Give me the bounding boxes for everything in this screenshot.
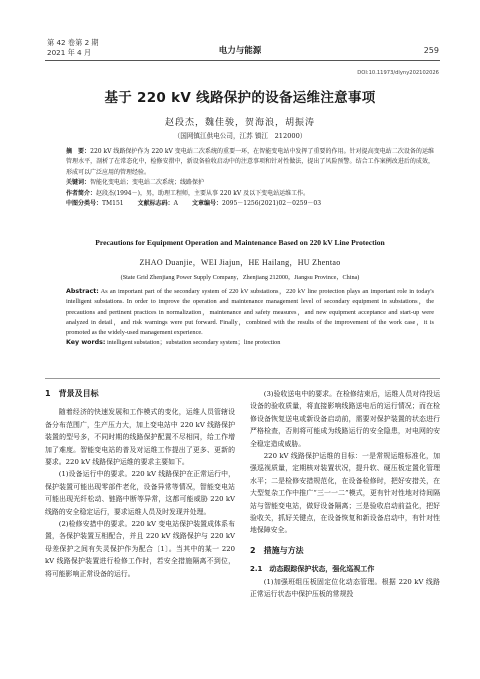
body-paragraph: (2)检修安措中的要求。220 kV 变电站保护装置成体系布置，各保护装置互相配合，并且 220 kV 线路保护与 220 kV 母差保护之间有失灵保护作为配合〔1〕。当其中的某一 220 kV 线路保护装置进行检修工作时，若安全措施隔离不到位，将可能影响正常设备的运行。 bbox=[45, 520, 235, 578]
body-paragraph: 随着经济的快速发展和工作模式的变化，运维人员管辖设备分布范围广，生产压力大，加上变电站中 220 kV 线路保护装置的型号多，不同时期的线路保护配置不尽相同，给工作增加了难度。智能变电站的普及对运维工作提出了更多、更新的要求。220 kV 线路保护运维的要求主要如下。 bbox=[45, 408, 235, 467]
clc-number: 中图分类号：TM151 bbox=[66, 200, 124, 208]
journal-name: 电力与能源 bbox=[218, 46, 262, 56]
paper-title-en: Precautions for Equipment Operation and Maintenance Based on 220 kV Line Protection bbox=[95, 238, 385, 247]
abstract-text-en: As an important part of the secondary system of 220 kV substations，220 kV line protection plays an important role in today's intelligent substations. In order to improve the operation and maintenance management level of secondary equipment in substations，the precautions and pertinent practices in normalization，maintenance and safety measures，and new equipment acceptance and start-up were analyzed in detail，and risk warnings were put forward. Finally，combined with the results of the improvement of the work case，it is promoted as the widely-used management experience. bbox=[66, 288, 434, 337]
abstract-block-cn bbox=[66, 147, 434, 209]
affiliation-cn: （国网镇江供电公司，江苏 镇江 212000） bbox=[173, 132, 307, 140]
header-rule bbox=[45, 60, 440, 61]
abstract-label-cn: 摘 要： bbox=[66, 148, 91, 155]
keywords-text-en: intelligent substation；substation secondary system；line protection bbox=[106, 339, 281, 347]
affiliation-en: (State Grid Zhenjiang Power Supply Company，Zhenjiang 212000，Jiangsu Province，China) bbox=[120, 274, 360, 281]
abstract-en bbox=[66, 287, 434, 338]
body-paragraph: 220 kV 线路保护运维的目标：一是常规运维标准化，加强巡视质量，定期核对装置状况，提升软、硬压板定置化管理水平；二是检修安措规范化，在设备检修时，把好安措关，在大型复杂工作中推广“三一一二”模式，更有针对性地对待间隔站与智能变电站，做好设备隔离；三是验收启动前益化，把好验收关，抓好关键点，在设备恢复和新设备启动中，有针对性地保障安全。 bbox=[250, 452, 440, 535]
keywords-text-cn: 智能化变电站；变电站二次系统；线路保护 bbox=[90, 179, 205, 187]
body-divider bbox=[45, 378, 440, 379]
article-number: 文章编号：2095－1256(2021)02－0259－03 bbox=[191, 200, 322, 208]
author-info bbox=[66, 189, 434, 199]
body-paragraph: (1)设备运行中的要求。220 kV 线路保护在正常运行中，保护装置可能出现零部件老化，设备异常等情况，智能变电站可能出现光纤松动、链路中断等异常，这都可能威胁 220 kV 线路的安全稳定运行，要求运维人员及时发现并处理。 bbox=[45, 470, 235, 516]
author-info-label: 作者简介： bbox=[66, 189, 97, 197]
abstract-label-en: Abstract: bbox=[66, 288, 99, 295]
keywords-label-en: Key words: bbox=[66, 339, 106, 347]
keywords-cn bbox=[66, 178, 434, 188]
body-paragraph: (1)加强班组压板固定位化动态管理。根据 220 kV 线路正常运行状态中保护压板的常规投 bbox=[250, 577, 440, 599]
author-info-text: 赵段杰(1994－)，男，助理工程师，主要从事 220 kV 及以下变电站运维工作。 bbox=[96, 189, 310, 197]
abstract-cn bbox=[66, 147, 434, 178]
document-code: 文献标志码：A bbox=[137, 200, 178, 208]
section-heading-1: 1 背景及目标 bbox=[45, 389, 99, 398]
keywords-en bbox=[66, 338, 434, 348]
volume-issue: 第 42 卷第 2 期 bbox=[47, 38, 99, 47]
abstract-text-cn: 220 kV 线路保护作为 220 kV 变电站二次系统的重要一环，在智能变电站中发挥了重要的作用。针对提高变电站二次设备的运维管理水平，剖析了在常态化中，检修安措中，新设备验收启动中的注意事项和针对性做法，提出了风险预警。结合工作案例改进后的成效，形成可以广泛应用的管理经验。 bbox=[66, 148, 434, 176]
authors-cn: 赵段杰，魏佳骏，贺海浪，胡振涛 bbox=[164, 118, 315, 128]
authors-en: ZHAO Duanjie，WEI Jiajun，HE Hailang，HU Zhentao bbox=[139, 258, 341, 267]
abstract-block-en bbox=[66, 287, 434, 349]
doi: DOI:10.11973/dlyny202102026 bbox=[357, 70, 439, 76]
body-column-right bbox=[250, 388, 440, 601]
body-column-left bbox=[45, 388, 235, 580]
subsection-heading-2-1: 2.1 动态跟踪保护状态，强化巡视工作 bbox=[250, 565, 375, 574]
classification-row bbox=[66, 199, 434, 209]
issue-date: 2021 年 4 月 bbox=[47, 48, 92, 57]
body-paragraph: (3)验收送电中的要求。在检修结束后，运维人员对待投运设备的验收质量，将直接影响线路送电后的运行情况；而在检修设备恢复送电或新设备启动前，需要对保护装置的状态进行严格检查，否则将可能成为线路运行的安全隐患，对电网的安全稳定造成威胁。 bbox=[250, 390, 440, 448]
section-heading-2: 2 措施与方法 bbox=[250, 545, 304, 555]
keywords-label-cn: 关键词： bbox=[66, 179, 91, 187]
paper-title-cn: 基于 220 kV 线路保护的设备运维注意事项 bbox=[104, 90, 376, 106]
page-number: 259 bbox=[423, 46, 439, 55]
